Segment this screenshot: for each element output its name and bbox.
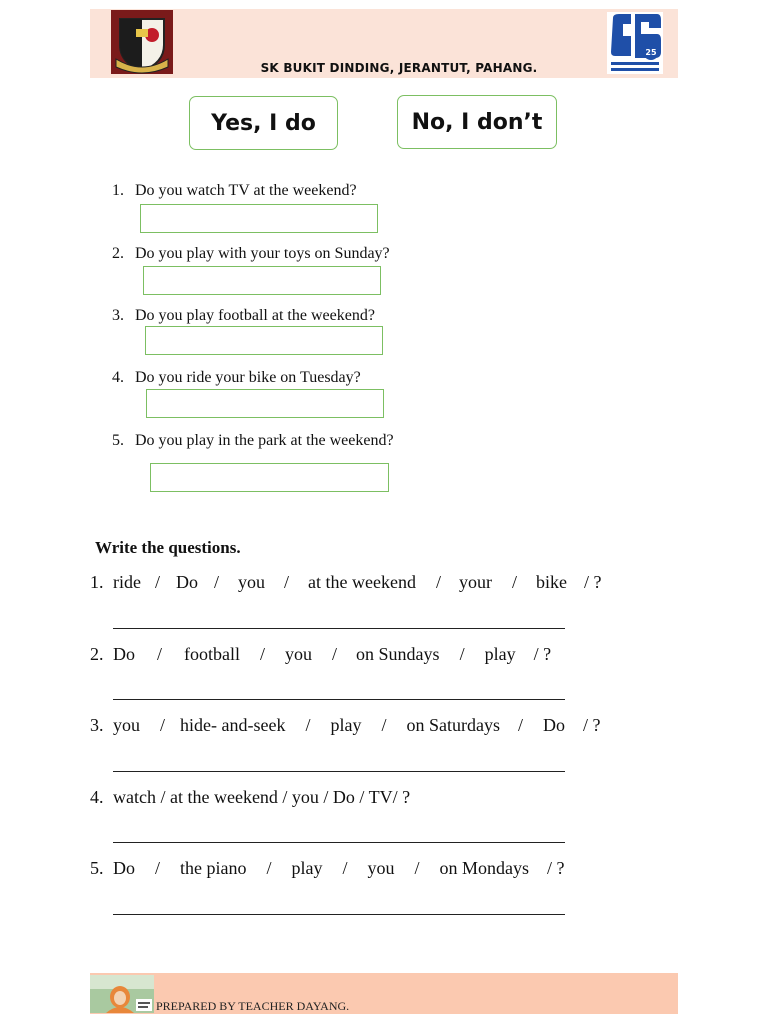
word: / <box>155 858 161 878</box>
word: your <box>459 572 492 592</box>
question-3 <box>112 307 375 325</box>
answer-field-2[interactable] <box>143 266 381 295</box>
question-text: Do you play with your toys on Sunday? <box>135 245 390 262</box>
question-2 <box>112 245 390 263</box>
word: / <box>157 644 163 664</box>
question-number: 5. <box>112 432 124 449</box>
word: bike <box>536 572 568 592</box>
word: / <box>459 644 465 664</box>
word: / <box>512 572 518 592</box>
question-number: 4. <box>112 369 124 386</box>
word: / ? <box>583 715 601 735</box>
answer-field-3[interactable] <box>145 326 383 355</box>
scrambled-question-2 <box>90 644 551 665</box>
word: / ? <box>547 858 565 878</box>
footer-text: PREPARED BY TEACHER DAYANG. <box>156 999 350 1013</box>
word: you <box>285 644 313 664</box>
word: at the weekend <box>308 572 416 592</box>
word: / <box>381 715 387 735</box>
teacher-photo-icon <box>90 975 154 1013</box>
answer-field-1[interactable] <box>140 204 378 233</box>
header-banner <box>90 9 678 78</box>
word: you <box>238 572 266 592</box>
option-no-box: No, I don’t <box>397 95 557 149</box>
word: / ? <box>584 572 602 592</box>
write-line-2[interactable] <box>113 699 565 700</box>
word: Do <box>176 572 198 592</box>
question-number: 3. <box>90 715 104 735</box>
word: the piano <box>180 858 247 878</box>
anniversary-25-logo-icon <box>607 12 663 74</box>
write-line-3[interactable] <box>113 771 565 772</box>
question-text: Do you watch TV at the weekend? <box>135 182 357 199</box>
footer-banner <box>90 973 678 1014</box>
question-4 <box>112 369 361 387</box>
question-number: 2. <box>112 245 124 262</box>
question-number: 3. <box>112 307 124 324</box>
write-line-4[interactable] <box>113 842 565 843</box>
school-name: SK BUKIT DINDING, JERANTUT, PAHANG. <box>260 61 538 75</box>
word: Do <box>113 644 135 664</box>
word: / <box>160 715 166 735</box>
word: on Saturdays <box>406 715 500 735</box>
question-number: 4. <box>90 787 104 807</box>
word: play <box>330 715 362 735</box>
word: / <box>260 644 266 664</box>
question-5 <box>112 432 394 450</box>
word: / <box>305 715 311 735</box>
word: / <box>518 715 524 735</box>
word: / ? <box>533 644 552 664</box>
question-number: 1. <box>112 182 124 199</box>
word: / <box>332 644 338 664</box>
question-number: 5. <box>90 858 104 878</box>
word: / <box>214 572 220 592</box>
section-title: Write the questions. <box>95 538 241 557</box>
word: play <box>484 644 516 664</box>
option-yes-box: Yes, I do <box>189 96 338 150</box>
write-line-5[interactable] <box>113 914 565 915</box>
question-text: Do you play football at the weekend? <box>135 307 375 324</box>
word: on Sundays <box>356 644 440 664</box>
question-1 <box>112 182 357 200</box>
question-number: 2. <box>90 644 104 664</box>
word: on Mondays <box>439 858 530 878</box>
word: ride <box>113 572 141 592</box>
word: Do <box>543 715 566 735</box>
word: / <box>284 572 290 592</box>
word: football <box>184 644 241 664</box>
word: / <box>414 858 420 878</box>
word: play <box>291 858 323 878</box>
answer-field-4[interactable] <box>146 389 384 418</box>
svg-text:25: 25 <box>645 48 657 57</box>
word: Do <box>113 858 135 878</box>
answer-field-5[interactable] <box>150 463 389 492</box>
scrambled-question-5 <box>90 858 565 879</box>
word: hide- and-seek <box>180 715 286 735</box>
question-text: Do you ride your bike on Tuesday? <box>135 369 361 386</box>
word: / <box>435 572 441 592</box>
word: / <box>154 572 160 592</box>
write-line-1[interactable] <box>113 628 565 629</box>
word: watch / at the weekend / you / Do / TV/ ? <box>113 787 411 807</box>
scrambled-question-4 <box>90 787 410 808</box>
word: / <box>342 858 348 878</box>
scrambled-question-1 <box>90 572 602 593</box>
scrambled-question-3 <box>90 715 601 736</box>
question-number: 1. <box>90 572 104 592</box>
word: you <box>367 858 395 878</box>
word: you <box>113 715 140 735</box>
word: / <box>266 858 272 878</box>
question-text: Do you play in the park at the weekend? <box>135 432 394 449</box>
